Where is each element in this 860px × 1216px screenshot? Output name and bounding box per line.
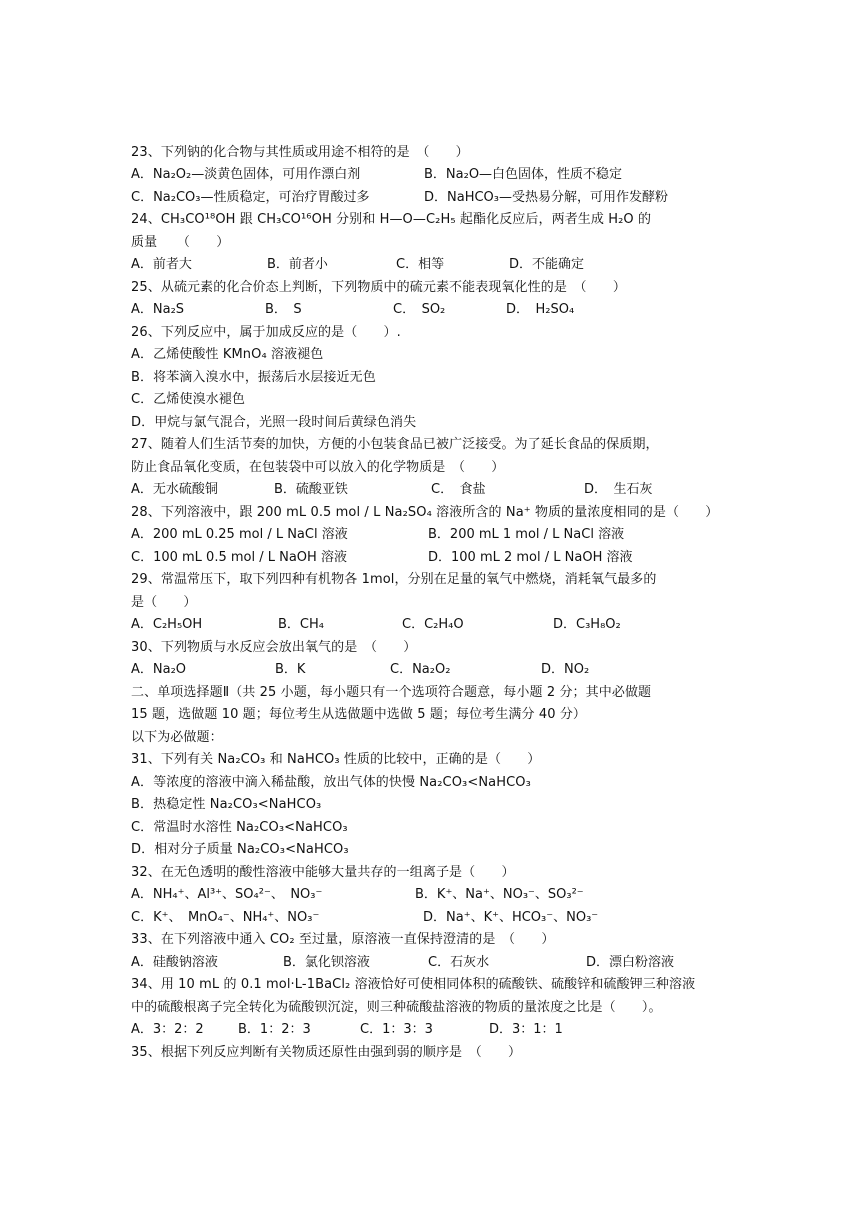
question-25-option-a: A．Na₂S (131, 302, 185, 317)
question-32-options-row-1 (131, 886, 751, 904)
question-34-stem-line-1: 34、用 10 mL 的 0.1 mol·L-1BaCl₂ 溶液恰好可使相同体积的硫酸铁、硫酸锌和硫酸钾三种溶液 (131, 977, 696, 992)
question-27-stem-line-2: 防止食品氧化变质，在包装袋中可以放入的化学物质是 （ ） (131, 460, 505, 475)
question-30-stem: 30、下列物质与水反应会放出氧气的是 （ ） (131, 640, 417, 655)
question-25-options (131, 301, 751, 319)
question-24-stem-line-2: 质量 （ ） (131, 235, 230, 250)
question-31-option-a: A．等浓度的溶液中滴入稀盐酸，放出气体的快慢 Na₂CO₃<NaHCO₃ (131, 775, 531, 790)
question-24-option-b: B．前者小 (267, 257, 328, 272)
question-32-option-c: C．K⁺、 MnO₄⁻、NH₄⁺、NO₃⁻ (131, 910, 320, 925)
question-28-options-row-2 (131, 549, 751, 567)
question-25-stem: 25、从硫元素的化合价态上判断，下列物质中的硫元素不能表现氧化性的是 （ ） (131, 280, 626, 295)
question-35-stem: 35、根据下列反应判断有关物质还原性由强到弱的顺序是 （ ） (131, 1045, 522, 1060)
question-28-option-b: B．200 mL 1 mol / L NaCl 溶液 (428, 527, 625, 542)
question-29-options (131, 616, 751, 634)
question-24-options (131, 256, 751, 274)
question-23-options-row-2 (131, 189, 751, 207)
question-30-option-a: A．Na₂O (131, 662, 187, 677)
question-32-stem: 32、在无色透明的酸性溶液中能够大量共存的一组离子是（ ） (131, 865, 515, 880)
question-25-option-b: B． S (265, 302, 302, 317)
question-24-option-c: C．相等 (396, 257, 445, 272)
question-27-stem-line-1: 27、随着人们生活节奏的加快，方便的小包装食品已被广泛接受。为了延长食品的保质期， (131, 437, 659, 452)
question-23-options-row-1 (131, 166, 751, 184)
section-2-heading-line-2: 15 题，选做题 10 题；每位考生从选做题中选做 5 题；每位考生满分 40 分） (131, 707, 587, 722)
question-27-option-a: A．无水硫酸铜 (131, 482, 218, 497)
question-27-option-d: D． 生石灰 (584, 482, 653, 497)
question-33-option-a: A．硅酸钠溶液 (131, 955, 218, 970)
question-30-option-d: D．NO₂ (541, 662, 590, 677)
question-27-options (131, 481, 751, 499)
question-34-option-a: A．3：2：2 (131, 1022, 204, 1037)
question-28-option-c: C．100 mL 0.5 mol / L NaOH 溶液 (131, 550, 347, 565)
question-23-option-c: C．Na₂CO₃—性质稳定，可治疗胃酸过多 (131, 190, 370, 205)
question-33-option-c: C．石灰水 (428, 955, 490, 970)
section-2-required-note: 以下为必做题： (131, 730, 223, 745)
question-32-option-b: B．K⁺、Na⁺、NO₃⁻、SO₃²⁻ (415, 887, 584, 902)
question-27-option-c: C． 食盐 (431, 482, 486, 497)
question-31-option-d: D．相对分子质量 Na₂CO₃<NaHCO₃ (131, 842, 349, 857)
question-29-option-c: C．C₂H₄O (402, 617, 464, 632)
question-29-option-a: A．C₂H₅OH (131, 617, 203, 632)
section-2-heading-line-1: 二、单项选择题Ⅱ（共 25 小题，每小题只有一个选项符合题意，每小题 2 分；其中必做题 (131, 685, 652, 700)
question-30-option-c: C．Na₂O₂ (390, 662, 451, 677)
question-25-option-c: C． SO₂ (393, 302, 446, 317)
question-32-option-d: D．Na⁺、K⁺、HCO₃⁻、NO₃⁻ (423, 910, 599, 925)
question-26-stem: 26、下列反应中，属于加成反应的是（ ）. (131, 325, 401, 340)
question-34-option-d: D．3：1：1 (489, 1022, 563, 1037)
question-29-stem-line-2: 是（ ） (131, 595, 197, 610)
question-30-option-b: B．K (275, 662, 306, 677)
question-25-option-d: D． H₂SO₄ (506, 302, 575, 317)
question-28-option-d: D．100 mL 2 mol / L NaOH 溶液 (428, 550, 633, 565)
question-34-option-b: B．1：2：3 (238, 1022, 311, 1037)
question-32-options-row-2 (131, 909, 751, 927)
question-26-option-a: A．乙烯使酸性 KMnO₄ 溶液褪色 (131, 347, 324, 362)
question-30-options (131, 661, 751, 679)
question-33-option-b: B．氯化钡溶液 (283, 955, 370, 970)
question-24-option-a: A．前者大 (131, 257, 192, 272)
question-24-stem-line-1: 24、CH₃CO¹⁸OH 跟 CH₃CO¹⁶OH 分别和 H—O—C₂H₅ 起酯化反应后，两者生成 H₂O 的 (131, 212, 652, 227)
question-28-option-a: A．200 mL 0.25 mol / L NaCl 溶液 (131, 527, 348, 542)
question-32-option-a: A．NH₄⁺、Al³⁺、SO₄²⁻、 NO₃⁻ (131, 887, 323, 902)
question-33-option-d: D．漂白粉溶液 (586, 955, 675, 970)
question-31-stem: 31、下列有关 Na₂CO₃ 和 NaHCO₃ 性质的比较中，正确的是（ ） (131, 752, 541, 767)
question-26-option-b: B．将苯滴入溴水中，振荡后水层接近无色 (131, 370, 376, 385)
question-27-option-b: B．硫酸亚铁 (274, 482, 348, 497)
question-26-option-c: C．乙烯使溴水褪色 (131, 392, 245, 407)
question-28-options-row-1 (131, 526, 751, 544)
question-28-stem: 28、下列溶液中，跟 200 mL 0.5 mol / L Na₂SO₄ 溶液所含的 Na⁺ 物质的量浓度相同的是（ ） (131, 505, 719, 520)
question-34-stem-line-2: 中的硫酸根离子完全转化为硫酸钡沉淀，则三种硫酸盐溶液的物质的量浓度之比是（ ）。 (131, 1000, 662, 1015)
question-34-options (131, 1021, 751, 1039)
question-29-stem-line-1: 29、常温常压下，取下列四种有机物各 1mol，分别在足量的氧气中燃烧，消耗氧气最多的 (131, 572, 657, 587)
question-29-option-d: D．C₃H₈O₂ (553, 617, 621, 632)
question-26-option-d: D．甲烷与氯气混合，光照一段时间后黄绿色消失 (131, 415, 417, 430)
question-29-option-b: B．CH₄ (278, 617, 324, 632)
question-34-option-c: C．1：3：3 (360, 1022, 433, 1037)
question-24-option-d: D．不能确定 (509, 257, 585, 272)
question-23-option-b: B．Na₂O—白色固体，性质不稳定 (424, 167, 623, 182)
question-33-options (131, 954, 751, 972)
question-31-option-b: B．热稳定性 Na₂CO₃<NaHCO₃ (131, 797, 322, 812)
question-23-stem: 23、下列钠的化合物与其性质或用途不相符的是 （ ） (131, 145, 469, 160)
question-33-stem: 33、在下列溶液中通入 CO₂ 至过量，原溶液一直保持澄清的是 （ ） (131, 932, 555, 947)
question-23-option-d: D．NaHCO₃—受热易分解，可用作发酵粉 (424, 190, 668, 205)
question-23-option-a: A．Na₂O₂—淡黄色固体，可用作漂白剂 (131, 167, 361, 182)
question-31-option-c: C．常温时水溶性 Na₂CO₃<NaHCO₃ (131, 820, 348, 835)
